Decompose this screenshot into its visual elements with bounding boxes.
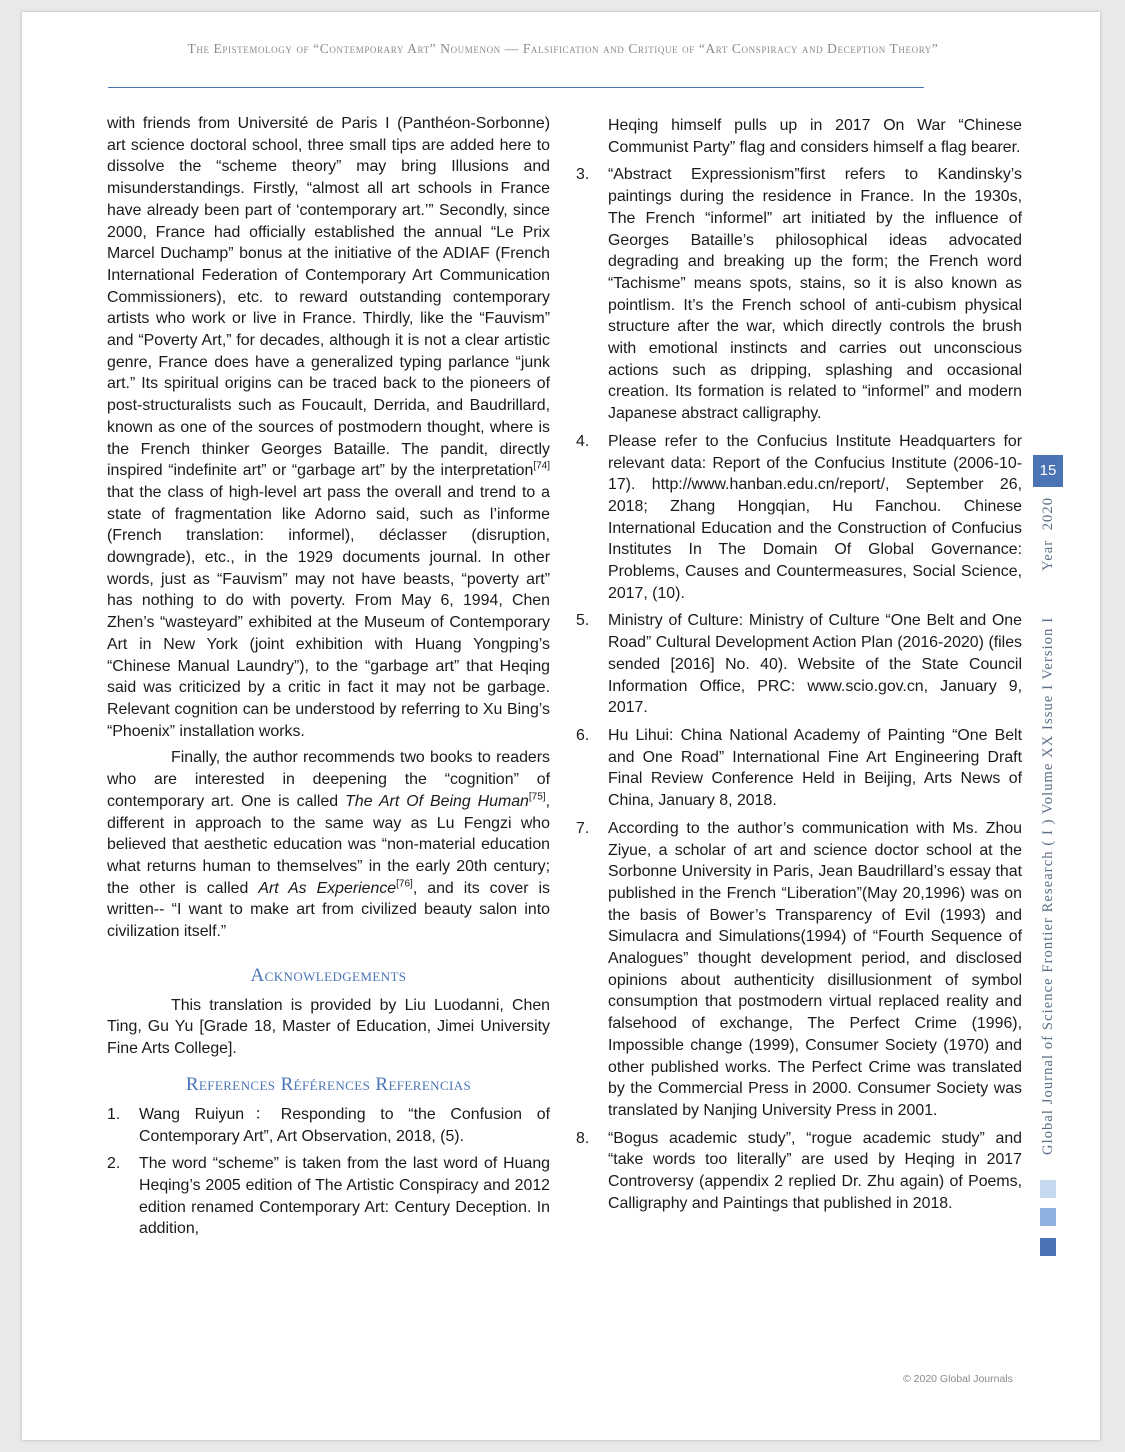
book-title: The Art Of Being Human: [345, 792, 529, 810]
citation-75: [75]: [528, 791, 546, 803]
book-title: Art As Experience: [258, 879, 397, 897]
year-label: Year: [1040, 539, 1056, 571]
right-column: [576, 115, 1022, 1220]
year-value: 2020: [1040, 496, 1056, 531]
reference-list: [576, 164, 1022, 1214]
acknowledgements-heading: Acknowledgements: [250, 964, 407, 986]
reference-text: Hu Lihui: China National Academy of Painting “One Belt and One Road” International Fine Art Engineering Draft Final Review Conference Held in Beijing, Arts News of China, January 8, 2018.: [608, 726, 1022, 810]
copyright-footer: © 2020 Global Journals: [903, 1373, 1013, 1385]
body-paragraph: [107, 113, 550, 742]
reference-number: 3.: [576, 166, 590, 184]
reference-item: [107, 1153, 550, 1240]
left-column: [107, 113, 550, 1246]
reference-item: [576, 725, 1022, 812]
citation-76: [76]: [396, 878, 413, 890]
body-paragraph: [107, 747, 550, 942]
reference-number: 1.: [107, 1105, 121, 1123]
reference-text: According to the author’s communication with Ms. Zhou Ziyue, a scholar of art and science doctor school at the Sorbonne University in Paris, Jean Baudrillard’s essay that published in the French “Liberation”(May 20,1996) was on the basis of Bower’s Transparency of Evil (1993) and Simulacra and Simulations(1994) of “Fourth Sequence of Analogues” thought development period, and disclosed opinions about authenticity disillusionment of symbol consumption that postmodern virtual replaced reality and falsehood of exchange, The Perfect Crime (1996), Impossible change (1999), Consumer Society (1970) and other published works. The Perfect Crime was translated by the Commercial Press in 2000. Consumer Society was translated by Nanjing University Press in 2001.: [608, 819, 1022, 1119]
reference-number: 2.: [107, 1155, 121, 1173]
decor-square-light: [1040, 1180, 1056, 1198]
reference-item: [576, 431, 1022, 605]
reference-text: “Bogus academic study”, “rogue academic study” and “take words too literally” are used by Heqing in 2017 Controversy (appendix 2 replied Dr. Zhu again) of Poems, Calligraphy and Paintings that published in 2018.: [608, 1129, 1022, 1212]
citation-74: [74]: [533, 460, 550, 472]
para1-text: with friends from Université de Paris I (Panthéon-Sorbonne) art science doctoral school, three small tips are added here to dissolve the “scheme theory” may bring Illusions and misunderstandings. Firstly, “almost all art schools in France have already been part of ‘contemporary art.’” Secondly, since 2000, France had officially established the annual “Le Prix Marcel Duchamp” bonus at the initiative of the ADIAF (French International Federation of Contemporary Art Communication Commissioners), etc. to reward outstanding contemporary artists who work or live in France. Thirdly, like the “Fauvism” and “Poverty Art,” for decades, although it is not a clear artistic genre, France does have a generalized typing parlance “junk art.” Its spiritual origins can be traced back to the pioneers of post-structuralists such as Foucault, Derrida, and Baudrillard, known as one of the sources of postmodern thought, where is the French thinker Georges Bataille. The pandit, directly inspired “indefinite art” or “garbage art” by the interpretation: [107, 115, 550, 480]
reference-item: [576, 818, 1022, 1122]
reference-number: 6.: [576, 726, 590, 744]
header-rule: [108, 87, 924, 88]
reference-text: Wang Ruiyun：Responding to “the Confusion of Contemporary Art”, Art Observation, 2018, (5).: [139, 1105, 550, 1145]
acknowledgements-text: This translation is provided by Liu Luodanni, Chen Ting, Gu Yu [Grade 18, Master of Education, Jimei University Fine Arts College].: [107, 996, 550, 1058]
reference-number: 5.: [576, 612, 590, 630]
reference-item: [107, 1104, 550, 1147]
page-number-badge: 15: [1033, 455, 1063, 487]
references-heading: References Références Referencias: [185, 1073, 472, 1095]
reference-text: Please refer to the Confucius Institute Headquarters for relevant data: Report of the Confucius Institute (2006-10-17). http://www.hanban.edu.cn/report/, September 26, 2018; Zhang Hongqian, Hu Fanchou. Chinese International Education and the Construction of Confucius Institutes In The Domain Of Global Governance: Problems, Causes and Countermeasures, Social Science, 2017, (10).: [608, 432, 1022, 602]
reference-continuation: Heqing himself pulls up in 2017 On War “Chinese Communist Party” flag and considers himself a flag bearer.: [608, 117, 1022, 156]
decor-square-dark: [1040, 1238, 1056, 1256]
para2b-text: , different in approach to the same way as Lu Fengzi who believed that aesthetic education was “non-material education what returns human to themselves” in the early 20th century; the other is called: [107, 792, 551, 897]
decor-square-mid: [1040, 1208, 1056, 1226]
reference-number: 7.: [576, 819, 590, 837]
reference-text: “Abstract Expressionism”first refers to Kandinsky’s paintings during the residence in France. In the 1930s, The French “informel” art initiated by the influence of Georges Bataille’s philosophical ideas advocated degrading and breaking up the form; the French word “Tachisme” means spots, stains, so it is also known as pointlism. It’s the French school of anti-cubism physical structure after the war, which directly controls the brush with emotional instincts and carries out unconscious actions such as dripping, splashing and occasional creation. Its formation is related to “informel” and modern Japanese abstract calligraphy.: [608, 166, 1022, 423]
reference-item: [576, 1128, 1022, 1215]
reference-number: 8.: [576, 1129, 590, 1147]
running-header: The Epistemology of “Contemporary Art” Noumenon — Falsification and Critique of “Art Conspiracy and Deception Theory”: [187, 41, 939, 56]
para2a-text: Finally, the author recommends two books to readers who are interested in deepening the “cognition” of contemporary art. One is called: [107, 749, 550, 810]
reference-list: [107, 1104, 550, 1240]
reference-number: 4.: [576, 432, 590, 450]
para1b-text: that the class of high-level art pass the overall and trend to a state of fragmentation like Adorno said, such as l’informe (French translation: informel), déclasser (disruption, downgrade), etc., in the 1929 documents journal. In other words, just as “Fauvism” may not have beasts, “poverty art” has nothing to do with poverty. From May 6, 1994, Chen Zhen’s “wasteyard” exhibited at the Museum of Contemporary Art in New York (joint exhibition with Huang Yongping’s “Chinese Manual Laundry”), to the “garbage art” that Heqing said was criticized by a critic in fact it may not be garbage. Relevant cognition can be understood by referring to Xu Bing’s “Phoenix” installation works.: [107, 483, 550, 740]
reference-item: [576, 164, 1022, 424]
para2c-text: , and its cover is written-- “I want to make art from civilized beauty salon into civilization itself.”: [107, 879, 550, 941]
reference-text: The word “scheme” is taken from the last word of Huang Heqing’s 2005 edition of The Artistic Conspiracy and 2012 edition renamed Contemporary Art: Century Deception. In addition,: [139, 1155, 550, 1238]
reference-item: [576, 610, 1022, 719]
reference-text: Ministry of Culture: Ministry of Culture “One Belt and One Road” Cultural Development Action Plan (2016-2020) (files sended [2016] No. 40). Website of the State Council Information Office, PRC: www.scio.gov.cn, January 9, 2017.: [608, 612, 1022, 717]
journal-info: Global Journal of Science Frontier Research ( I ) Volume XX Issue I Version I: [1040, 616, 1056, 1155]
